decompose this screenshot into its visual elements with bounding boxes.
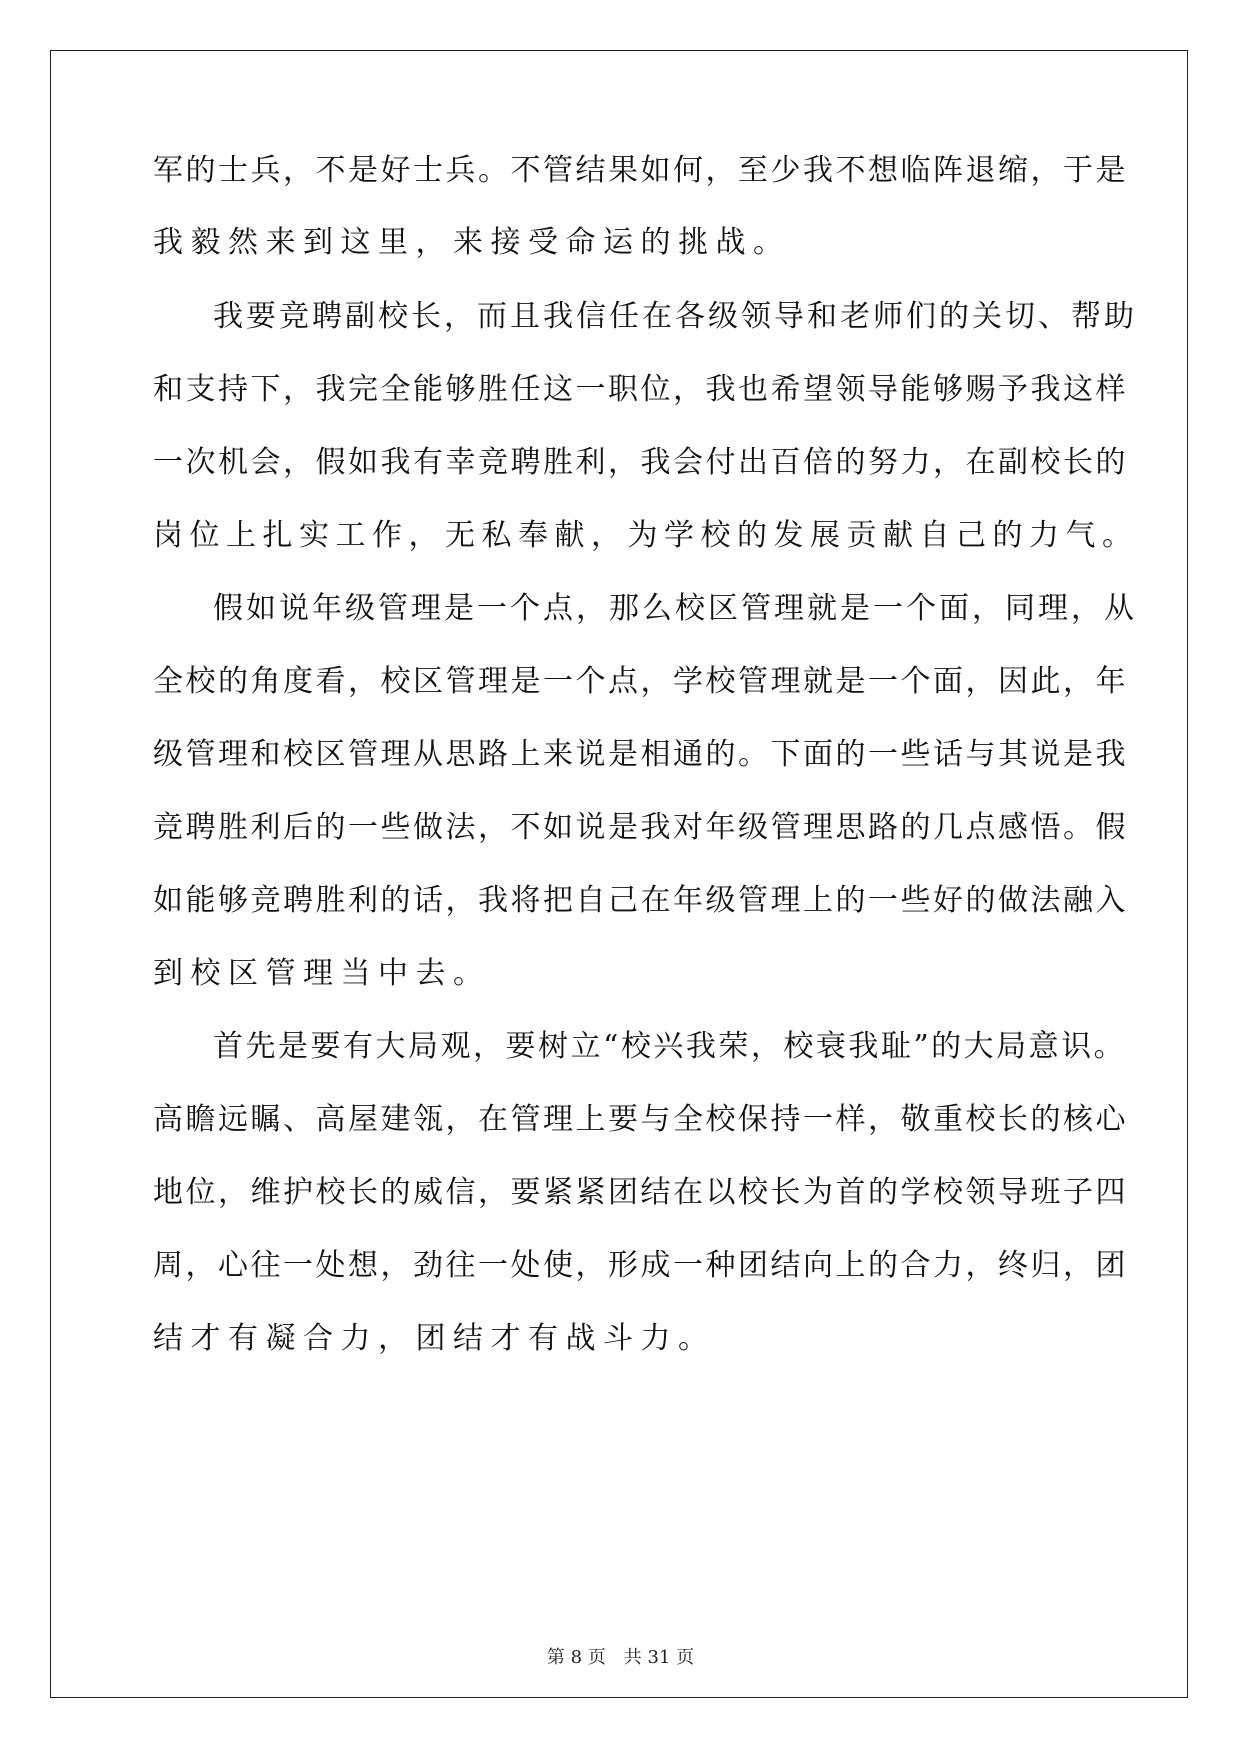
text-line: 军的士兵，不是好士兵。不管结果如何，至少我不想临阵退缩，于是 [153, 153, 1128, 188]
text-line: 我毅然来到这里，来接受命运的挑战。 [153, 225, 791, 260]
text-line: 到校区管理当中去。 [153, 956, 491, 991]
text-line: 和支持下，我完全能够胜任这一职位，我也希望领导能够赐予我这样 [153, 372, 1128, 407]
text-line: 级管理和校区管理从思路上来说是相通的。下面的一些话与其说是我 [153, 737, 1128, 772]
page-total: 共 31 页 [623, 1647, 695, 1668]
page-footer [0, 1646, 1241, 1670]
text-line: 周，心往一处想，劲往一处使，形成一种团结向上的合力，终归，团 [153, 1248, 1128, 1283]
text-line: 如能够竞聘胜利的话，我将把自己在年级管理上的一些好的做法融入 [153, 883, 1128, 918]
text-line: 地位，维护校长的威信，要紧紧团结在以校长为首的学校领导班子四 [153, 1175, 1128, 1210]
text-line: 全校的角度看，校区管理是一个点，学校管理就是一个面，因此，年 [153, 664, 1128, 699]
text-line: 结才有凝合力，团结才有战斗力。 [153, 1321, 716, 1356]
page-number: 第 8 页 [546, 1647, 606, 1668]
text-line: 一次机会，假如我有幸竞聘胜利，我会付出百倍的努力，在副校长的 [153, 445, 1128, 480]
text-line: 岗位上扎实工作，无私奉献，为学校的发展贡献自己的力气。 [153, 518, 1139, 553]
paragraph-first-line: 我要竞聘副校长，而且我信任在各级领导和老师们的关切、帮助 [213, 299, 1137, 334]
paragraph-first-line: 首先是要有大局观，要树立“校兴我荣，校衰我耻”的大局意识。 [213, 1029, 1127, 1064]
text-line: 竞聘胜利后的一些做法，不如说是我对年级管理思路的几点感悟。假 [153, 810, 1128, 845]
paragraph-first-line: 假如说年级管理是一个点，那么校区管理就是一个面，同理，从 [213, 591, 1137, 626]
text-line: 高瞻远瞩、高屋建瓴，在管理上要与全校保持一样，敬重校长的核心 [153, 1102, 1128, 1137]
